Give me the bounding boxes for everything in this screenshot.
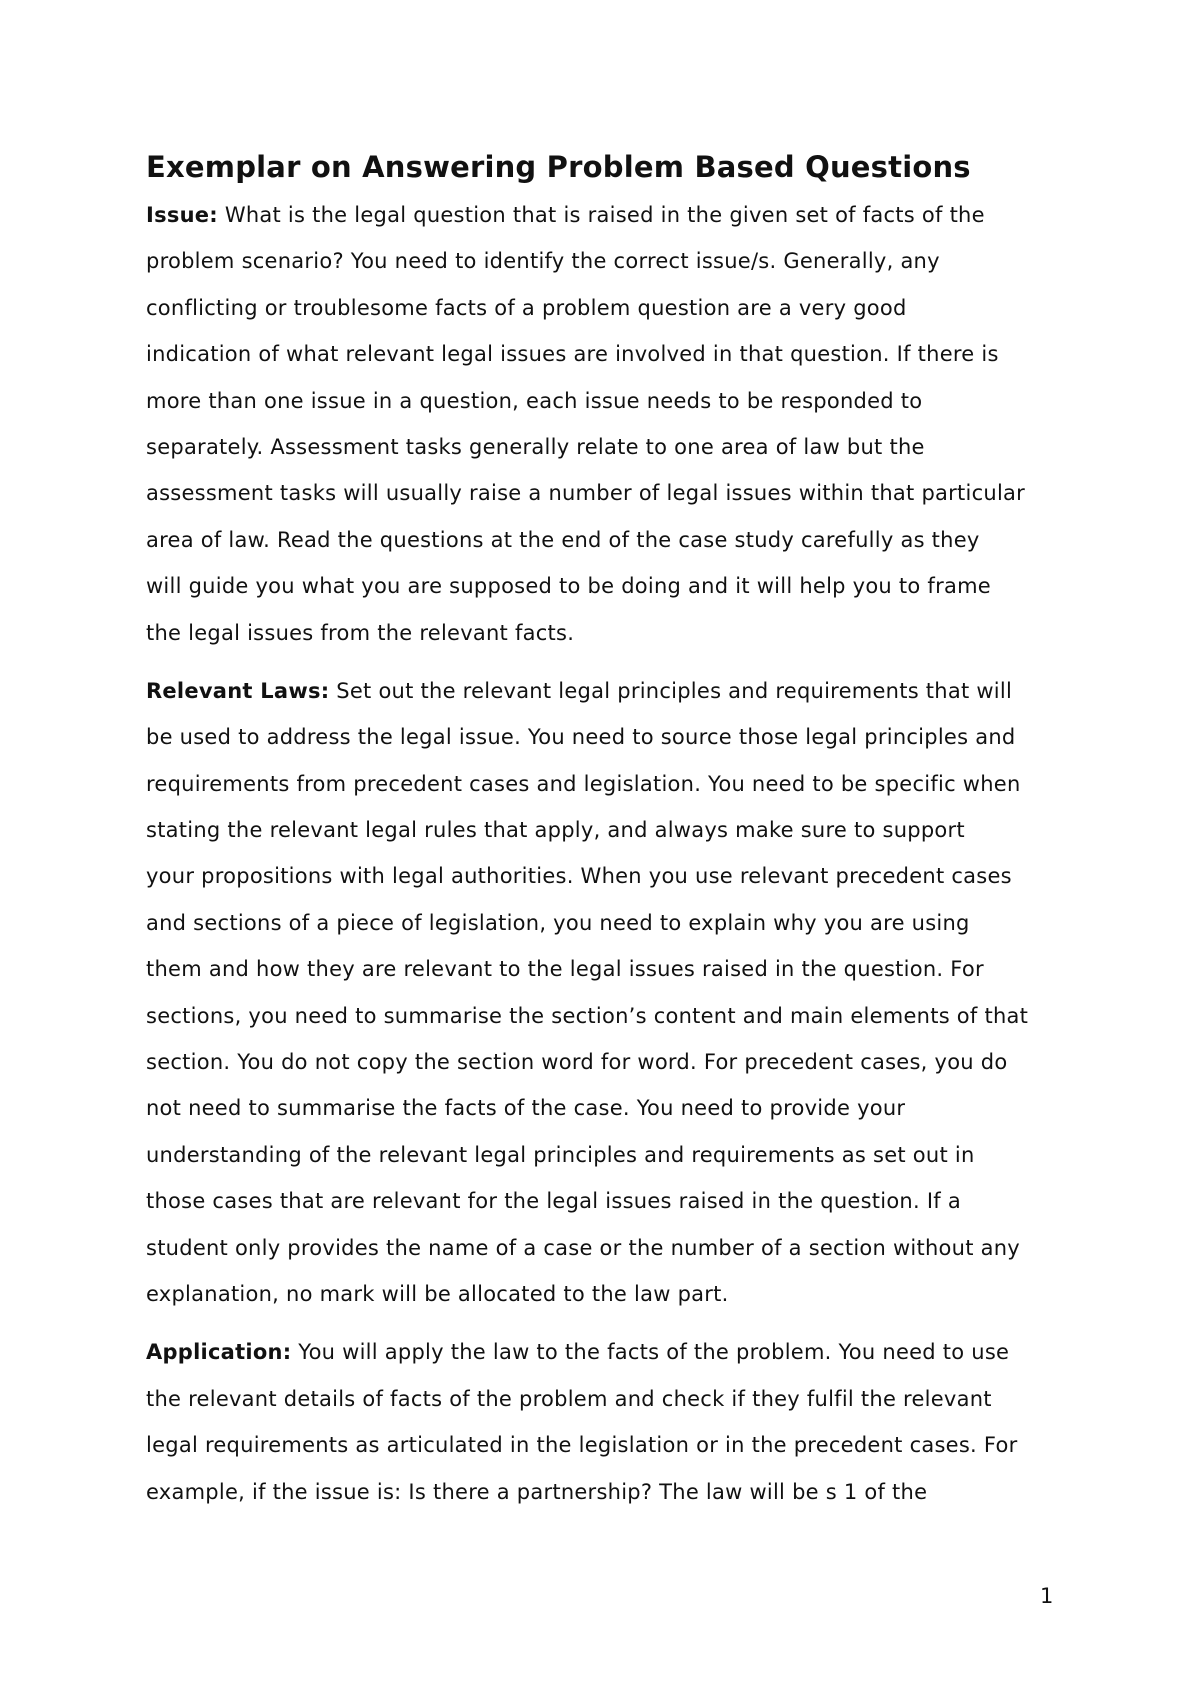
paragraph-line: conflicting or troublesome facts of a problem question are a very good [146, 295, 907, 320]
application-heading: Application: [146, 1340, 292, 1365]
issue-paragraph [146, 192, 1066, 656]
paragraph-line: problem scenario? You need to identify the correct issue/s. Generally, any [146, 249, 940, 274]
document-body [146, 142, 1066, 1527]
paragraph-line: understanding of the relevant legal principles and requirements as set out in [146, 1142, 975, 1167]
paragraph-line: will guide you what you are supposed to be doing and it will help you to frame [146, 574, 991, 599]
paragraph-line: area of law. Read the questions at the end of the case study carefully as they [146, 527, 980, 552]
relevant-laws-heading: Relevant Laws: [146, 678, 330, 703]
paragraph-line: legal requirements as articulated in the legislation or in the precedent cases. For [146, 1433, 1018, 1458]
issue-heading: Issue: [146, 203, 218, 227]
document-title: Exemplar on Answering Problem Based Questions [146, 150, 971, 184]
paragraph-line: indication of what relevant legal issues are involved in that question. If there is [146, 342, 999, 367]
paragraph-line: explanation, no mark will be allocated to the law part. [146, 1281, 729, 1306]
paragraph-line: requirements from precedent cases and legislation. You need to be specific when [146, 771, 1021, 796]
paragraph-line: the relevant details of facts of the problem and check if they fulfil the relevant [146, 1386, 992, 1411]
paragraph-line: and sections of a piece of legislation, you need to explain why you are using [146, 910, 970, 935]
paragraph-line: your propositions with legal authorities. When you use relevant precedent cases [146, 864, 1012, 889]
paragraph-line: not need to summarise the facts of the case. You need to provide your [146, 1096, 906, 1121]
paragraph-line: Issue: What is the legal question that is raised in the given set of facts of the [146, 203, 985, 227]
paragraph-line: Application: You will apply the law to the facts of the problem. You need to use [146, 1340, 1010, 1365]
paragraph-line: assessment tasks will usually raise a number of legal issues within that particular [146, 481, 1026, 506]
paragraph-line: them and how they are relevant to the legal issues raised in the question. For [146, 957, 984, 982]
paragraph-line: stating the relevant legal rules that apply, and always make sure to support [146, 818, 965, 843]
paragraph-line: more than one issue in a question, each issue needs to be responded to [146, 388, 923, 413]
page-number: 1 [1040, 1584, 1054, 1608]
relevant-laws-paragraph [146, 668, 1066, 1317]
paragraph-line: Relevant Laws: Set out the relevant legal principles and requirements that will [146, 678, 1013, 703]
application-paragraph [146, 1329, 1066, 1515]
paragraph-line: example, if the issue is: Is there a partnership? The law will be s 1 of the [146, 1479, 928, 1504]
paragraph-line: the legal issues from the relevant facts. [146, 620, 575, 645]
paragraph-line: sections, you need to summarise the section’s content and main elements of that [146, 1003, 1029, 1028]
paragraph-line: student only provides the name of a case or the number of a section without any [146, 1235, 1020, 1260]
paragraph-line: be used to address the legal issue. You need to source those legal principles and [146, 725, 1016, 750]
paragraph-line: separately. Assessment tasks generally relate to one area of law but the [146, 434, 925, 459]
paragraph-line: those cases that are relevant for the legal issues raised in the question. If a [146, 1189, 961, 1214]
paragraph-line: section. You do not copy the section word for word. For precedent cases, you do [146, 1050, 1008, 1075]
